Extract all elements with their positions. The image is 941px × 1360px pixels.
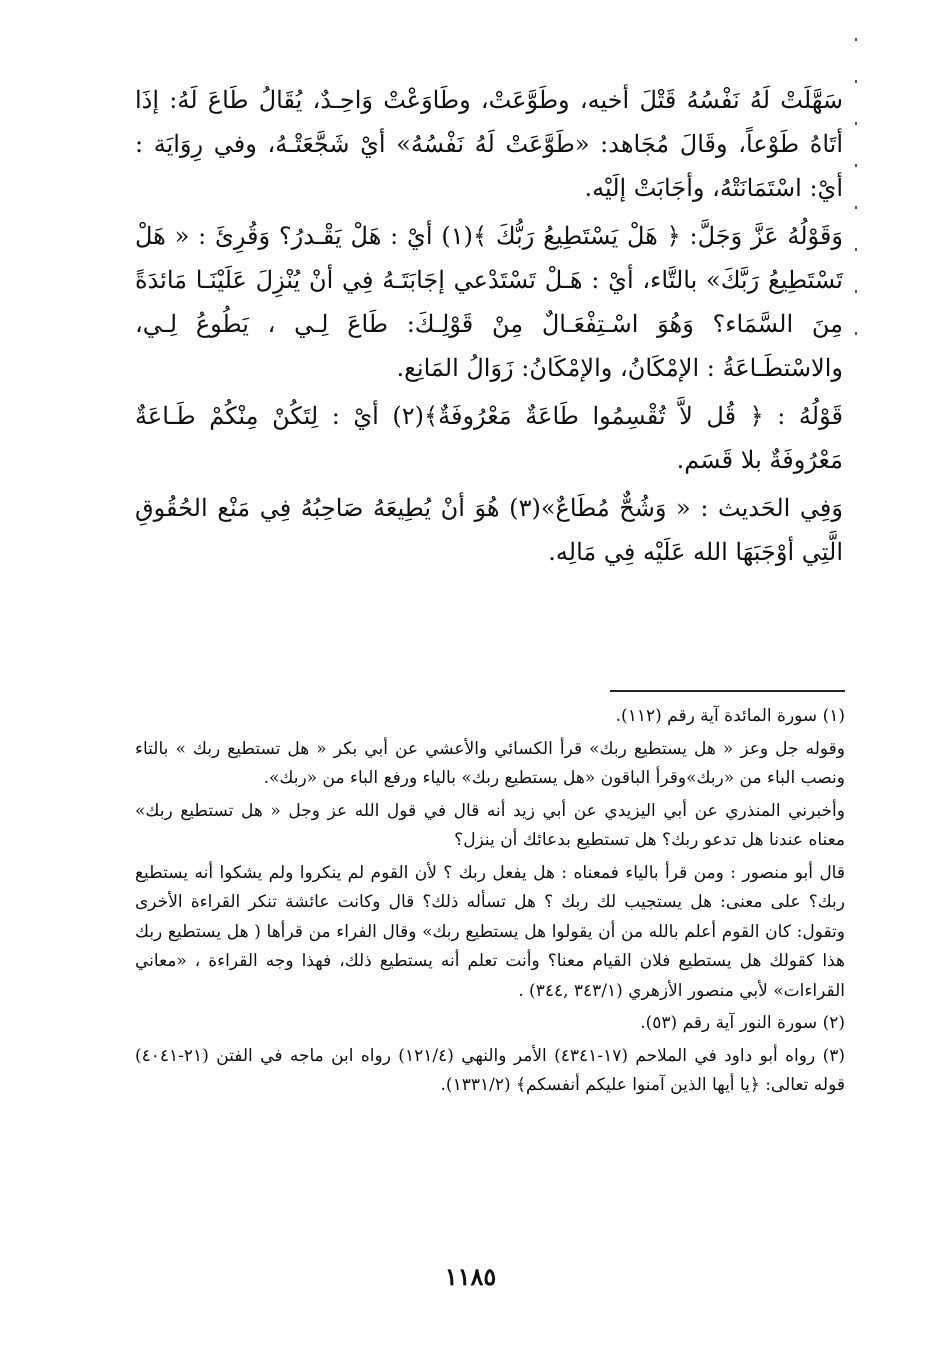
footnote-divider [610, 690, 845, 692]
paragraph-tawwaat: سَهَّلَتْ لَهُ نَفْسُهُ قَتْلَ أخيه، وطَوَّعَتْ، وطَاوَعْتْ وَاحِـدٌ، يُقَالُ طَاعَ لَهُ: إذَا أتَاهُ طَوْعاً، وقَالَ مُجَاهد: «طَوَّعَتْ لَهُ نَفْسُهُ» أيْ شَجَّعَتْـهُ، وفي رِوَايَة : أيْ: اسْتَمَانَتْهُ، وأجَابَتْ إلَيْه. [135, 86, 843, 202]
scan-margin-mark [855, 122, 857, 125]
footnotes [135, 702, 845, 1104]
footnote-1-mundhiri: وأخبرني المنذري عن أبي اليزيدي عن أبي زيد أنه قال في قول الله عز وجل « هل تستطيع ربك» معناه عندنا هل تدعو ربك؟ هل تستطيع بدعائك أن ينزل؟ [135, 800, 845, 850]
scan-margin-mark [855, 80, 857, 83]
footnote-2: (٢) سورة النور آية رقم (٥٣). [640, 1013, 845, 1033]
scan-margin-mark [855, 206, 857, 209]
page-number: ١١٨٥ [444, 1262, 497, 1291]
scan-margin-mark [855, 290, 857, 293]
scan-margin-mark [855, 38, 857, 41]
main-text [135, 78, 843, 578]
paragraph-shuhh-mutaa: وَفِي الحَديث : « وَشُحٌّ مُطَاعٌ»(٣) هُوَ أنْ يُطِيعَهُ صَاحِبُهُ فِي مَنْع الحُقُوقِ الَّتِي أوْجَبَهَا الله عَلَيْه فِي مَالِه. [135, 494, 843, 566]
scan-margin-mark [855, 332, 857, 335]
scan-margin-mark [855, 248, 857, 251]
footnote-1-reading: وقوله جل وعز « هل يستطيع ربك» قرأ الكسائي والأعشي عن أبي بكر « هل تستطيع ربك » بالتاء ونصب الباء من «ربك»وقرأ الباقون «هل يستطيع ربك» بالياء ورفع الباء من «ربك». [135, 738, 845, 788]
footnote-1: (١) سورة المائدة آية رقم (١١٢). [615, 706, 845, 726]
footnote-1-abu-mansur: قال أبو منصور : ومن قرأ بالياء فمعناه : هل يفعل ربك ؟ لأن القوم لم ينكروا ولم يشكوا أنه يستطيع ربك؟ على معنى: هل يستجيب لك ربك ؟ هل تسأله ذلك؟ قال وكانت عائشة تنكر القراءة الأخرى وتقول: كان القوم أعلم بالله من أن يقولوا هل يستطيع ربك» وقال الفراء من قرأها ( هل يستطيع ربك هذا كقولك هل يستطيع فلان القيام معنا؟ وأنت تعلم أنه يستطيع ذلك، فهذا وجه القراءة ، «معاني القراءات» لأبي منصور الأزهري (٣٤٣/١ ,٣٤٤) . [135, 862, 845, 1001]
paragraph-hal-yastatiu: وَقَوْلُهُ عَزَّ وَجَلَّ: ﴿ هَلْ يَسْتَطِيعُ رَبُّكَ ﴾(١) أيْ : هَلْ يَقْـدرُ؟ وَقُرِئَ : « هَلْ تَسْتَطِيعُ رَبَّكَ» بالتَّاء، أيْ : هَـلْ تَسْتَدْعي إجَابَتَـهُ فِي أنْ يُنْزِلَ عَلَيْنَـا مَائدَةً مِنَ السَّمَاء؟ وَهُوَ اسْـتِفْعَـالٌ مِنْ قَوْلِـكَ: طَاعَ لِـي ، يَطُوعُ لِـي، والاسْتطَـاعَةُ : الإمْكَانُ، والإمْكَانُ: زَوَالُ المَانِع. [135, 222, 843, 382]
scan-margin-mark [855, 164, 857, 167]
paragraph-taa-maarufa: قَوْلُهُ : ﴿ قُل لاَّ تُقْسِمُوا طَاعَةٌ مَعْرُوفَةٌ﴾(٢) أيْ : لِتَكُنْ مِنْكُمْ طَـاعَةٌ مَعْرُوفَةٌ بلا قَسَم. [135, 402, 843, 474]
footnote-3: (٣) رواه أبو داود في الملاحم (١٧-٤٣٤١) الأمر والنهي (١٢١/٤) رواه ابن ماجه في الفتن (٢١-٤٠٤١) قوله تعالى: ﴿يا أيها الذين آمنوا عليكم أنفسكم﴾ (١٣٣١/٢). [135, 1045, 845, 1095]
